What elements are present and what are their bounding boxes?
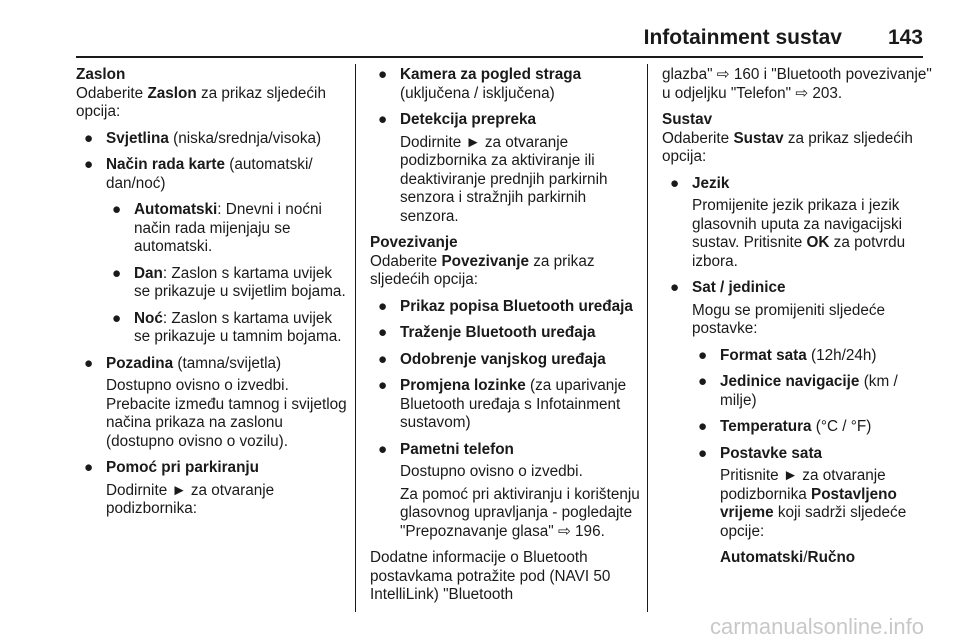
item-text: za potvrdu izbora. — [692, 234, 906, 270]
bullet-icon: ● — [378, 324, 388, 341]
bullet-icon: ● — [84, 156, 94, 173]
list-item-pozadina — [76, 355, 350, 374]
bullet-icon: ● — [378, 377, 388, 394]
pozadina-description: Dostupno ovisno o izvedbi. Prebacite između tamnog i svijetlog načina prikaza na zaslonu (dostupno ovisno o vozilu). — [106, 377, 347, 450]
item-text: : Zaslon s kartama uvijek se prikazuje u svijetlim bojama. — [134, 264, 346, 300]
item-title: Svjetlina — [106, 129, 169, 147]
bullet-icon: ● — [670, 174, 680, 192]
item-keyword: Postavljeno vrijeme — [720, 485, 897, 521]
option-automatski: Automatski — [720, 549, 804, 566]
list-item-temperatura — [662, 418, 932, 437]
section-heading: Sustav — [662, 111, 713, 128]
automatski-rucno — [662, 549, 932, 568]
intro-text: Odaberite — [76, 84, 148, 102]
ok-keyword: OK — [806, 234, 830, 251]
intro-text: za prikaz sljedećih opcija: — [370, 252, 595, 288]
bullet-icon: ● — [84, 129, 94, 147]
header-rule — [76, 56, 923, 58]
item-text: (niska/srednja/visoka) — [168, 129, 322, 147]
list-item-jedinice-navigacije — [662, 373, 932, 410]
list-item-nacin-rada-karte — [76, 156, 350, 193]
list-item-prikaz-popisa — [370, 298, 640, 317]
continued-text: glazba" ⇨ 160 i "Bluetooth povezivanje" u odjeljku "Telefon" ⇨ 203. — [662, 66, 932, 102]
item-title: Jedinice navigacije — [720, 373, 860, 390]
item-title: Dan — [134, 264, 163, 282]
column-2 — [370, 66, 640, 613]
item-text: (automatski/ dan/noć) — [106, 156, 313, 192]
column-divider-2 — [647, 64, 648, 612]
page-title: Infotainment sustav — [643, 26, 842, 49]
page-number: 143 — [887, 26, 923, 49]
list-item-trazenje — [370, 324, 640, 343]
item-title: Kamera za pogled straga — [400, 66, 582, 83]
pametni-description-2: Za pomoć pri aktiviranju i korištenju glasovnog upravljanja - pogledajte "Prepoznavanje glasa" ⇨ 196. — [400, 485, 640, 540]
item-title: Pametni telefon — [400, 440, 514, 458]
intro-text: Odaberite — [370, 252, 442, 270]
postavke-description — [662, 467, 932, 541]
detekcija-description: Dodirnite ► za otvaranje podizbornika za aktiviranje ili deaktiviranje prednjih parkirnih senzora i stražnjih parkirnih senzora. — [400, 133, 608, 225]
section-zaslon — [76, 66, 350, 122]
item-text: (za uparivanje Bluetooth uređaja s Infotainment sustavom) — [400, 377, 627, 431]
page-header — [0, 0, 960, 60]
item-text: : Zaslon s kartama uvijek se prikazuje u tamnim bojama. — [134, 309, 342, 345]
list-item-kamera — [370, 66, 640, 103]
item-text: (uključena / isključena) — [400, 84, 555, 102]
item-text: (km / milje) — [720, 373, 898, 409]
item-title: Detekcija prepreka — [400, 111, 537, 128]
list-item-jezik — [662, 175, 932, 194]
bullet-icon: ● — [378, 297, 388, 315]
jezik-description — [662, 197, 932, 271]
list-item-odobrenje — [370, 351, 640, 370]
bullet-icon: ● — [670, 279, 680, 296]
item-text: Promijenite jezik prikaza i jezik glasovnih uputa za navigacijski sustav. Pritisnite — [692, 197, 903, 251]
bullet-icon: ● — [698, 418, 708, 435]
item-text: (tamna/svijetla) — [173, 354, 282, 372]
item-title: Promjena lozinke — [400, 377, 526, 394]
section-sustav — [662, 111, 932, 167]
pomoc-description: Dodirnite ► za otvaranje podizbornika: — [106, 481, 275, 517]
item-text: koji sadrži sljedeće opcije: — [720, 504, 907, 540]
item-text: (°C / °F) — [811, 418, 872, 435]
item-title: Automatski — [134, 201, 218, 218]
bullet-icon: ● — [378, 350, 388, 368]
list-item-dan — [76, 265, 350, 302]
bullet-icon: ● — [378, 440, 388, 458]
section-heading: Povezivanje — [370, 234, 458, 251]
list-item-postavke-sata — [662, 445, 932, 464]
intro-text: Odaberite — [662, 129, 734, 147]
column-1 — [76, 66, 350, 527]
item-title: Pozadina — [106, 354, 174, 372]
intro-keyword: Sustav — [733, 129, 784, 147]
item-title: Sat / jedinice — [692, 279, 786, 296]
section-heading: Zaslon — [76, 66, 126, 83]
bullet-icon: ● — [378, 66, 388, 83]
watermark: carmanualsonline.info — [709, 614, 924, 639]
item-title: Postavke sata — [720, 444, 823, 462]
item-title: Noć — [134, 309, 163, 327]
item-title: Prikaz popisa Bluetooth uređaja — [400, 297, 633, 315]
list-item-format-sata — [662, 347, 932, 366]
bullet-icon: ● — [84, 354, 94, 372]
bullet-icon: ● — [112, 264, 122, 282]
item-text: Pritisnite ► za otvaranje podizbornika — [720, 467, 886, 503]
section-povezivanje — [370, 234, 640, 290]
item-title: Odobrenje vanjskog uređaja — [400, 350, 606, 368]
intro-keyword: Zaslon — [147, 84, 197, 102]
bullet-icon: ● — [698, 373, 708, 390]
list-item-sat-jedinice — [662, 279, 932, 298]
item-title: Format sata — [720, 346, 807, 364]
item-title: Temperatura — [720, 418, 812, 435]
list-item-detekcija-prepreka — [370, 111, 640, 130]
list-item-pomoc-pri-parkiranju — [76, 459, 350, 478]
section-intro — [370, 253, 640, 290]
bullet-icon: ● — [112, 309, 122, 327]
item-text: (12h/24h) — [806, 346, 877, 364]
dodatne-informacije: Dodatne informacije o Bluetooth postavkama potražite pod (NAVI 50 IntelliLink) "Bluetooth — [370, 549, 611, 603]
item-title: Traženje Bluetooth uređaja — [400, 324, 596, 341]
bullet-icon: ● — [698, 444, 708, 462]
list-item-automatski — [76, 201, 350, 257]
item-text: : Dnevni i noćni način rada mijenjaju se automatski. — [134, 201, 322, 255]
intro-text: za prikaz sljedećih opcija: — [76, 84, 326, 120]
section-intro — [662, 130, 932, 167]
intro-keyword: Povezivanje — [441, 252, 530, 270]
bullet-icon: ● — [698, 346, 708, 364]
section-intro — [76, 85, 350, 122]
sat-description: Mogu se promijeniti sljedeće postavke: — [692, 301, 886, 337]
bullet-icon: ● — [378, 111, 388, 128]
item-title: Pomoć pri parkiranju — [106, 459, 260, 476]
item-title: Način rada karte — [106, 156, 226, 173]
list-item-noc — [76, 310, 350, 347]
bullet-icon: ● — [112, 201, 122, 218]
option-rucno: Ručno — [807, 549, 856, 566]
separator: / — [803, 549, 808, 566]
item-title: Jezik — [692, 174, 730, 192]
intro-text: za prikaz sljedećih opcija: — [662, 129, 913, 165]
list-item-pametni-telefon — [370, 441, 640, 460]
column-divider-1 — [355, 64, 356, 612]
column-3 — [662, 66, 932, 576]
list-item-svjetlina — [76, 130, 350, 149]
list-item-promjena-lozinke — [370, 377, 640, 433]
bullet-icon: ● — [84, 459, 94, 476]
pametni-description-1: Dostupno ovisno o izvedbi. — [400, 463, 583, 480]
